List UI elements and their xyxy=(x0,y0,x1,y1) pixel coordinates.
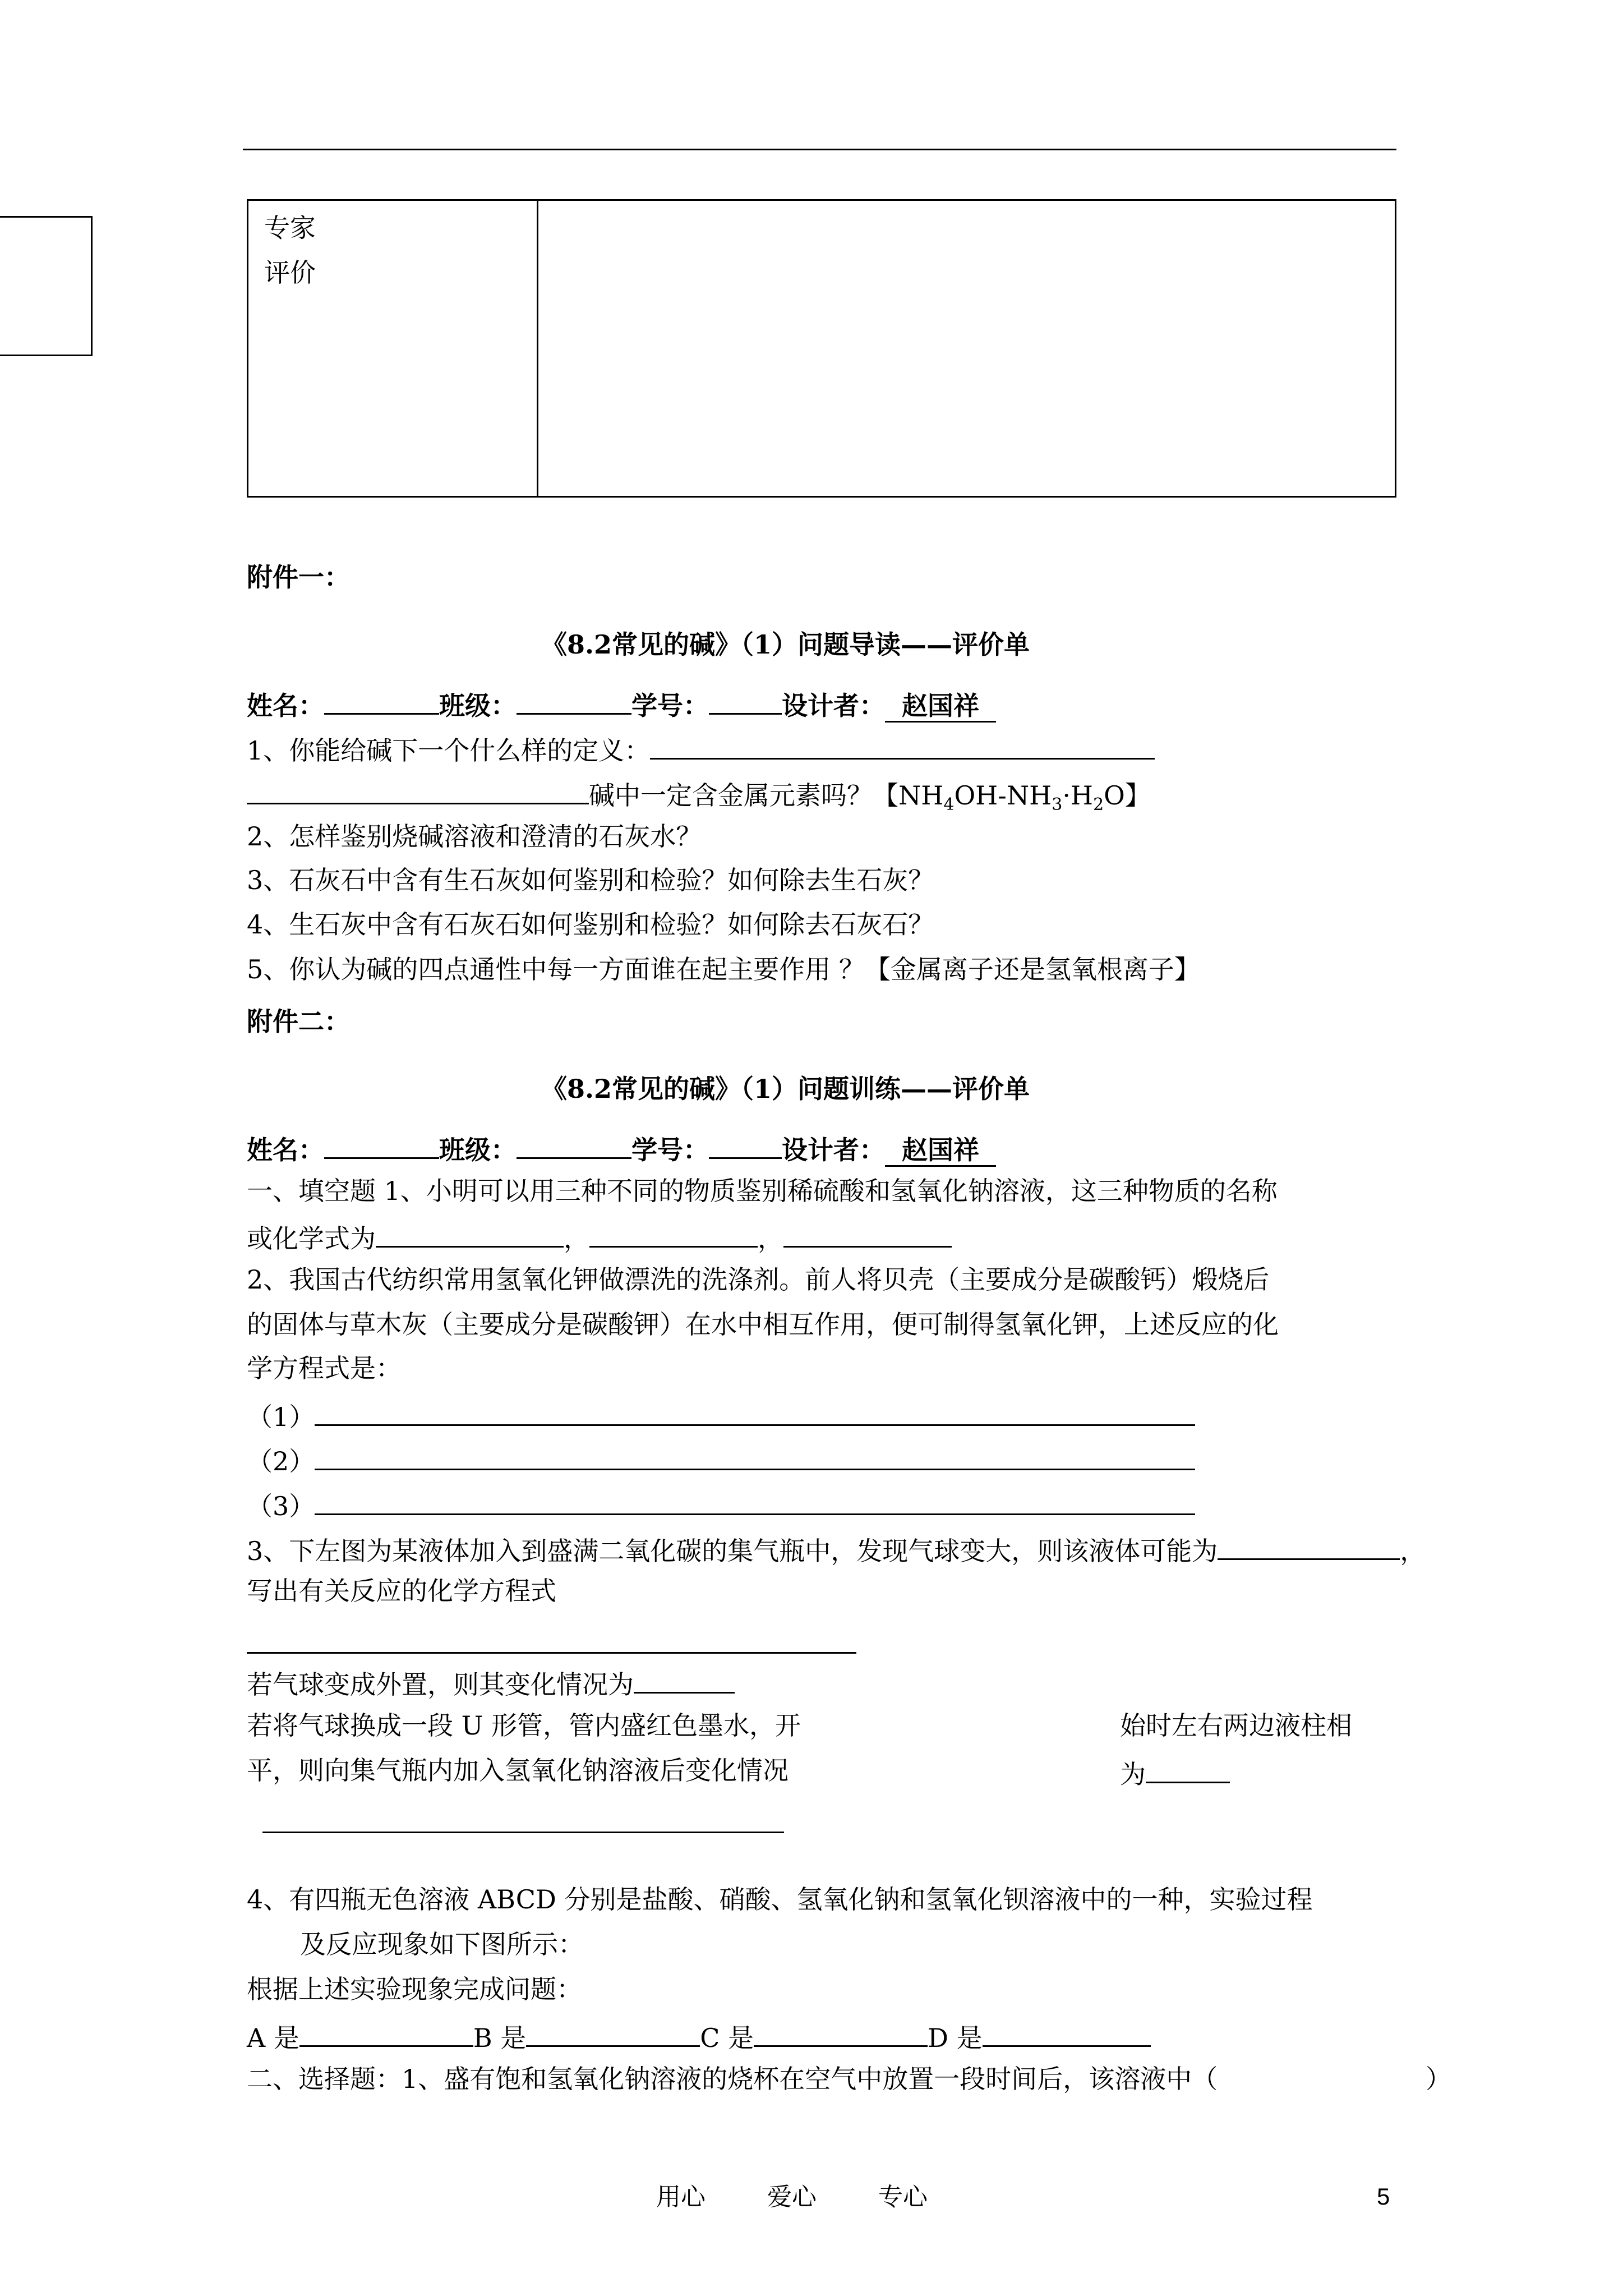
page-number: 5 xyxy=(1377,2183,1390,2210)
a2-fill4-line2: 及反应现象如下图所示： xyxy=(300,1929,584,1959)
liquid-blank[interactable] xyxy=(1218,1533,1400,1560)
utube-blank[interactable] xyxy=(1146,1756,1230,1783)
a2-fill3-line5a: 平，则向集气瓶内加入氢氧化钠溶液后变化情况 xyxy=(247,1755,789,1786)
expert-review-table xyxy=(247,199,1396,498)
appendix2-heading: 附件二： xyxy=(247,1006,350,1037)
a2-fill3-line2: 写出有关反应的化学方程式 xyxy=(247,1576,556,1606)
appendix2-title: 《8.2常见的碱》（1）问题训练——评价单 xyxy=(541,1074,1030,1104)
equation-blank-2[interactable] xyxy=(315,1443,1195,1470)
a2-fill1-line1: 一、填空题 1、小明可以用三种不同的物质鉴别稀硫酸和氢氧化钠溶液，这三种物质的名称 xyxy=(247,1176,1278,1206)
answer-a-blank[interactable] xyxy=(299,2019,473,2047)
number-blank[interactable] xyxy=(709,687,782,715)
class-blank-2[interactable] xyxy=(517,1131,631,1159)
a2-choice1: 二、选择题：1、盛有饱和氢氧化钠溶液的烧杯在空气中放置一段时间后，该溶液中（ xyxy=(247,2064,1218,2094)
balloon-change-blank[interactable] xyxy=(634,1666,735,1694)
a2-fill1-line2: 或化学式为 ， ， xyxy=(247,1220,952,1254)
a2-fill2-line2: 的固体与草木灰（主要成分是碳酸钾）在水中相互作用，便可制得氢氧化钾，上述反应的化 xyxy=(247,1309,1279,1340)
a2-fill4-answers: A 是 B 是 C 是 D 是 xyxy=(247,2019,1151,2053)
table-divider xyxy=(537,201,538,496)
margin-bracket xyxy=(0,216,93,356)
answer-b-blank[interactable] xyxy=(526,2019,700,2047)
a1-q1-line1: 1、你能给碱下一个什么样的定义： xyxy=(247,732,1155,766)
equation-blank-3[interactable] xyxy=(315,1488,1195,1515)
header-rule xyxy=(243,149,1396,150)
name-blank-2[interactable] xyxy=(324,1131,439,1159)
a2-fill3-line4a: 若将气球换成一段 U 形管，管内盛红色墨水，开 xyxy=(247,1710,801,1741)
a1-q1-line2: 碱中一定含金属元素吗？【$NH_4OH-NH_3\cdot H_2O$】 xyxy=(247,777,1151,815)
equation-blank-1[interactable] xyxy=(315,1398,1195,1426)
a1-q4: 4、生石灰中含有石灰石如何鉴别和检验？如何除去石灰石？ xyxy=(247,909,934,940)
substance-blank-2[interactable] xyxy=(589,1220,758,1248)
answer-d-blank[interactable] xyxy=(983,2019,1151,2047)
a2-fill3-line1: 3、下左图为某液体加入到盛满二氧化碳的集气瓶中，发现气球变大，则该液体可能为 ， xyxy=(247,1533,1426,1566)
equation-1: （1） xyxy=(247,1398,1195,1432)
a2-fill3-line3: 若气球变成外置，则其变化情况为 xyxy=(247,1666,735,1700)
appendix1-title: 《8.2常见的碱》（1）问题导读——评价单 xyxy=(541,629,1030,660)
a2-fill4-line3: 根据上述实验现象完成问题： xyxy=(247,1974,582,2004)
change-description-blank[interactable] xyxy=(262,1832,784,1833)
number-blank-2[interactable] xyxy=(709,1131,782,1159)
a2-fill3-line5b: 为 xyxy=(1120,1756,1230,1789)
reaction-equation-blank[interactable] xyxy=(247,1652,856,1654)
a2-fill3-line4b: 始时左右两边液柱相 xyxy=(1120,1710,1352,1741)
a1-q3: 3、石灰石中含有生石灰如何鉴别和检验？如何除去生石灰？ xyxy=(247,865,934,895)
definition-blank-cont[interactable] xyxy=(247,777,589,804)
appendix1-heading: 附件一： xyxy=(247,562,350,592)
footer-motto: 用心 爱心 专心 xyxy=(656,2183,928,2211)
equation-2: （2） xyxy=(247,1443,1195,1476)
expert-review-label: 专家 评价 xyxy=(264,213,316,288)
designer-name-2: 赵国祥 xyxy=(885,1135,996,1167)
a1-q2: 2、怎样鉴别烧碱溶液和澄清的石灰水？ xyxy=(247,821,702,852)
appendix2-info-row: 姓名： 班级： 学号： 设计者： 赵国祥 xyxy=(247,1131,996,1165)
name-blank[interactable] xyxy=(324,687,439,715)
a2-choice1-end: ） xyxy=(1426,2064,1451,2094)
equation-3: （3） xyxy=(247,1488,1195,1521)
definition-blank[interactable] xyxy=(650,732,1155,760)
a2-fill2-line3: 学方程式是： xyxy=(247,1353,402,1383)
appendix1-info-row: 姓名： 班级： 学号： 设计者： 赵国祥 xyxy=(247,687,996,721)
answer-c-blank[interactable] xyxy=(754,2019,928,2047)
designer-name: 赵国祥 xyxy=(885,691,996,723)
class-blank[interactable] xyxy=(517,687,631,715)
a2-fill4-line1: 4、有四瓶无色溶液 ABCD 分别是盐酸、硝酸、氢氧化钠和氢氧化钡溶液中的一种，实验过程 xyxy=(247,1884,1313,1915)
substance-blank-1[interactable] xyxy=(376,1220,564,1248)
a2-fill2-line1: 2、我国古代纺织常用氢氧化钾做漂洗的洗涤剂。前人将贝壳（主要成分是碳酸钙）煅烧后 xyxy=(247,1264,1270,1295)
substance-blank-3[interactable] xyxy=(783,1220,952,1248)
a1-q5: 5、你认为碱的四点通性中每一方面谁在起主要作用 ？【金属离子还是氢氧根离子】 xyxy=(247,954,1200,984)
